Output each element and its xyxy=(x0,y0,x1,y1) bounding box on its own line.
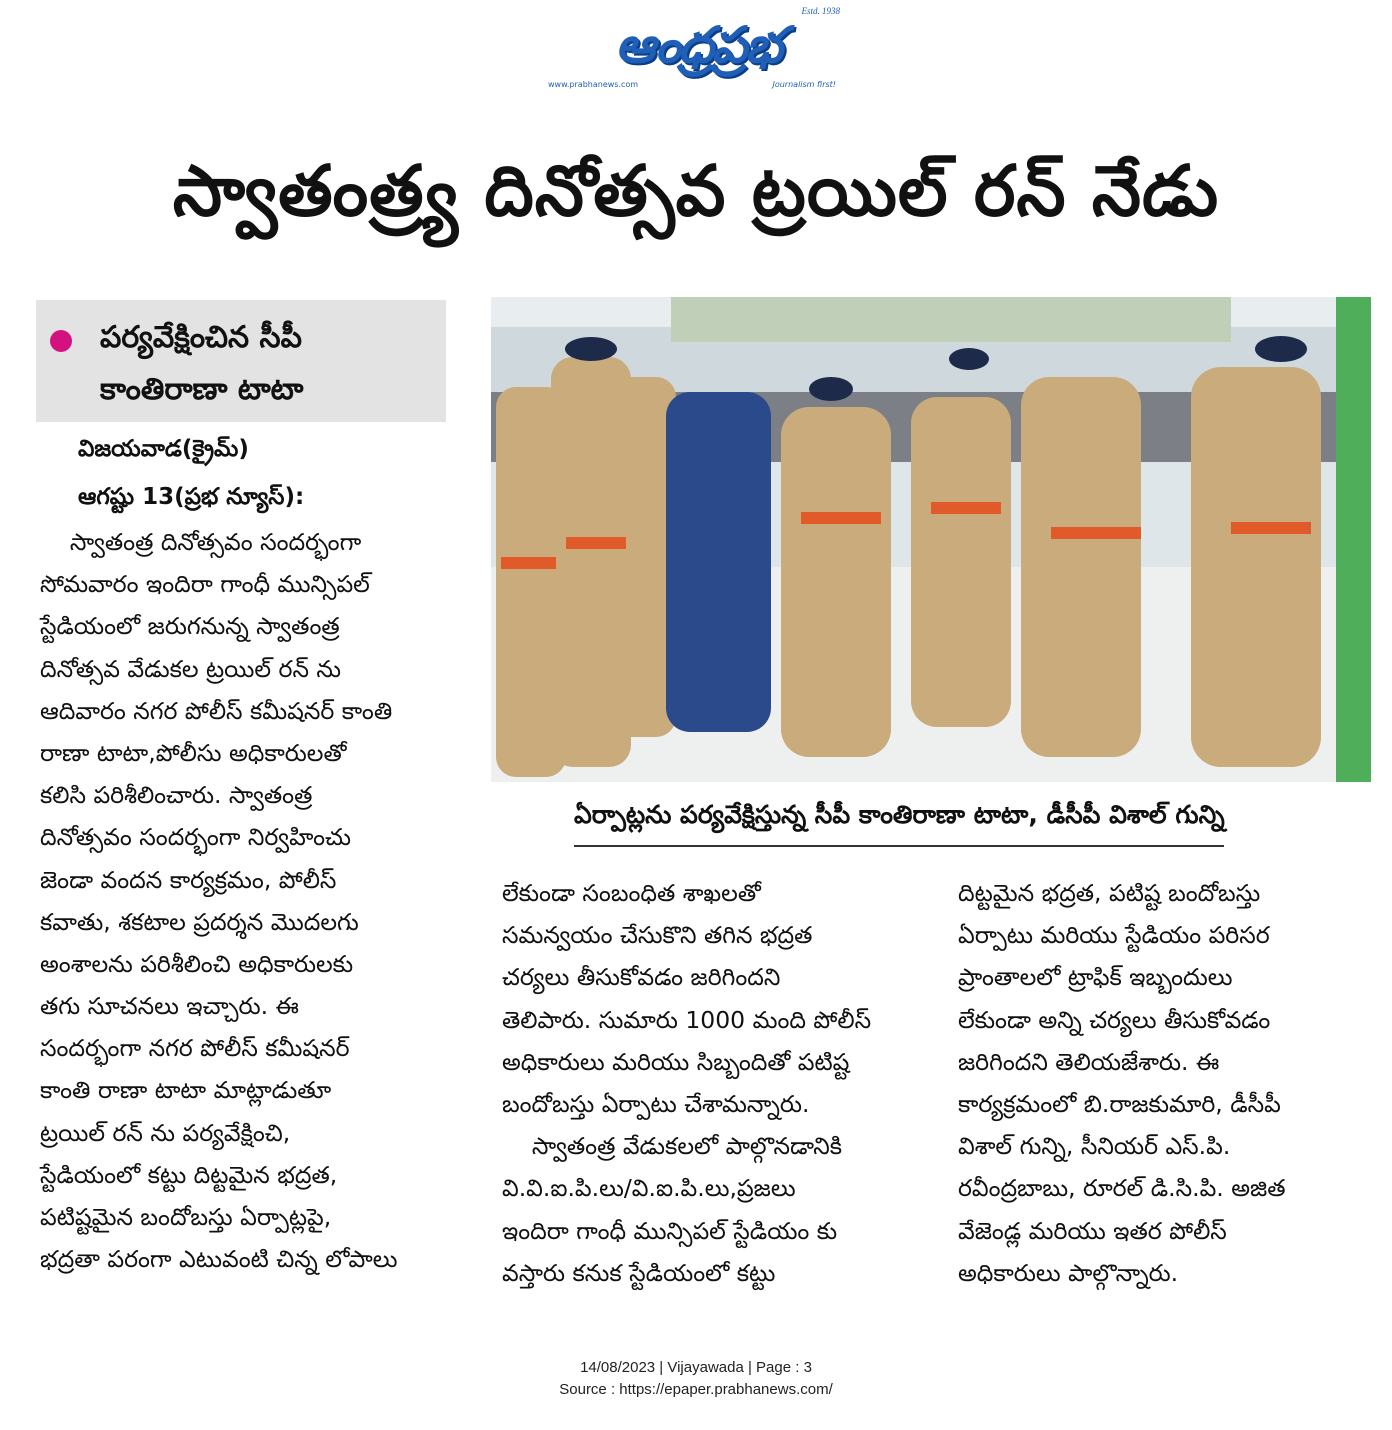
article-text-line: జరిగిందని తెలియజేశారు. ఈ xyxy=(958,1047,1220,1076)
article-text-line: వస్తారు కనుక స్టేడియంలో కట్టు xyxy=(502,1258,776,1287)
highlight-line-1: పర్యవేక్షించిన సీపీ xyxy=(100,320,302,355)
article-text-line: కాంతి రాణా టాటా మాట్లాడుతూ xyxy=(40,1076,332,1105)
logo-url: www.prabhanews.com xyxy=(548,80,639,89)
article-text-line: అధికారులు పాల్గొన్నారు. xyxy=(958,1258,1179,1287)
newspaper-logo: ఆంధ్రప్రభ xyxy=(615,16,781,74)
article-text-line: దినోత్సవం సందర్భంగా నిర్వహించు xyxy=(40,823,351,852)
article-photo xyxy=(491,297,1371,782)
article-text-line: వి.వి.ఐ.పి.లు/వి.ఐ.పి.లు,ప్రజలు xyxy=(502,1174,796,1203)
highlight-line-2: కాంతిరాణా టాటా xyxy=(100,372,304,407)
article-text-line: సోమవారం ఇందిరా గాంధీ మున్సిపల్ xyxy=(40,570,370,599)
article-column-2 xyxy=(502,872,922,1294)
article-text-line: ఏర్పాటు మరియు స్టేడియం పరిసర xyxy=(958,921,1270,950)
article-text-line: సమన్వయం చేసుకొని తగిన భద్రత xyxy=(502,921,813,950)
article-text-line: అధికారులు మరియు సిబ్బందితో పటిష్ట xyxy=(502,1047,850,1076)
article-text-line: రవీంద్రబాబు, రూరల్ డి.సి.పి. అజిత xyxy=(958,1174,1286,1203)
article-headline: స్వాతంత్ర్య దినోత్సవ ట్రయిల్ రన్ నేడు xyxy=(172,150,1220,232)
article-text-line: ఇందిరా గాంధీ మున్సిపల్ స్టేడియం కు xyxy=(502,1216,838,1245)
footer-date-edition: 14/08/2023 | Vijayawada | Page : 3 xyxy=(580,1359,812,1376)
article-text-line: స్టేడియంలో జరుగనున్న స్వాతంత్ర xyxy=(40,612,340,641)
article-text-line: కలిసి పరిశీలించారు. స్వాతంత్ర xyxy=(40,781,313,810)
logo-tagline: Journalism first! xyxy=(772,80,836,89)
article-text-line: అంశాలను పరిశీలించి అధికారులకు xyxy=(40,949,354,978)
dateline-date: ఆగష్టు 13(ప్రభ న్యూస్): xyxy=(78,484,305,510)
dateline-place: విజయవాడ(క్రైమ్) xyxy=(78,436,249,462)
article-text-line: ట్రయిల్ రన్ ను పర్యవేక్షించి, xyxy=(40,1118,291,1147)
bullet-icon xyxy=(50,330,72,352)
article-text-line: లేకుండా సంబంధిత శాఖలతో xyxy=(502,879,761,907)
article-text-line: బందోబస్తు ఏర్పాటు చేశామన్నారు. xyxy=(502,1089,810,1118)
article-text-line: భద్రతా పరంగా ఎటువంటి చిన్న లోపాలు xyxy=(40,1245,398,1274)
article-text-line: ప్రాంతాలలో ట్రాఫిక్ ఇబ్బందులు xyxy=(958,963,1233,992)
article-text-line: లేకుండా అన్ని చర్యలు తీసుకోవడం xyxy=(958,1005,1271,1034)
article-column-3 xyxy=(958,872,1358,1294)
article-text-line: రాణా టాటా,పోలీసు అధికారులతో xyxy=(40,738,347,767)
article-text-line: ఆదివారం నగర పోలీస్ కమీషనర్ కాంతి xyxy=(40,696,393,725)
article-text-line: తెలిపారు. సుమారు 1000 మంది పోలీస్ xyxy=(502,1005,872,1034)
article-text-line: తగు సూచనలు ఇచ్చారు. ఈ xyxy=(40,992,299,1021)
article-text-line: చర్యలు తీసుకోవడం జరిగిందని xyxy=(502,963,781,992)
estd-label: Estd. 1938 xyxy=(801,6,840,16)
article-text-line: జెండా వందన కార్యక్రమం, పోలీస్ xyxy=(40,865,337,894)
article-text-line: కార్యక్రమంలో బి.రాజకుమారి, డీసీపీ xyxy=(958,1089,1281,1118)
article-text-line: పటిష్టమైన బందోబస్తు ఏర్పాట్లపై, xyxy=(40,1203,332,1231)
article-text-line: దిట్టమైన భద్రత, పటిష్ట బందోబస్తు xyxy=(958,879,1261,907)
article-text-line: సందర్భంగా నగర పోలీస్ కమీషనర్ xyxy=(40,1034,350,1063)
article-text-line: విశాల్ గున్ని, సీనియర్ ఎస్.పి. xyxy=(958,1132,1231,1161)
photo-caption: ఏర్పాట్లను పర్యవేక్షిస్తున్న సీపీ కాంతిరాణా టాటా, డీసీపీ విశాల్ గున్ని xyxy=(574,800,1225,829)
article-text-line: స్టేడియంలో కట్టు దిట్టమైన భద్రత, xyxy=(40,1160,338,1189)
article-text-line: వేజెండ్ల మరియు ఇతర పోలీస్ xyxy=(958,1216,1227,1245)
caption-divider xyxy=(574,845,1224,847)
highlight-box xyxy=(36,300,446,422)
footer-source: Source : https://epaper.prabhanews.com/ xyxy=(559,1381,833,1398)
article-text-line: దినోత్సవ వేడుకల ట్రయిల్ రన్ ను xyxy=(40,654,342,683)
article-text-line: స్వాతంత్ర దినోత్సవం సందర్భంగా xyxy=(40,528,362,556)
article-text-line: స్వాతంత్ర వేడుకలలో పాల్గొనడానికి xyxy=(502,1132,842,1161)
masthead xyxy=(540,6,860,90)
article-text-line: కవాతు, శకటాల ప్రదర్శన మొదలగు xyxy=(40,907,359,936)
article-column-1 xyxy=(40,521,460,1280)
